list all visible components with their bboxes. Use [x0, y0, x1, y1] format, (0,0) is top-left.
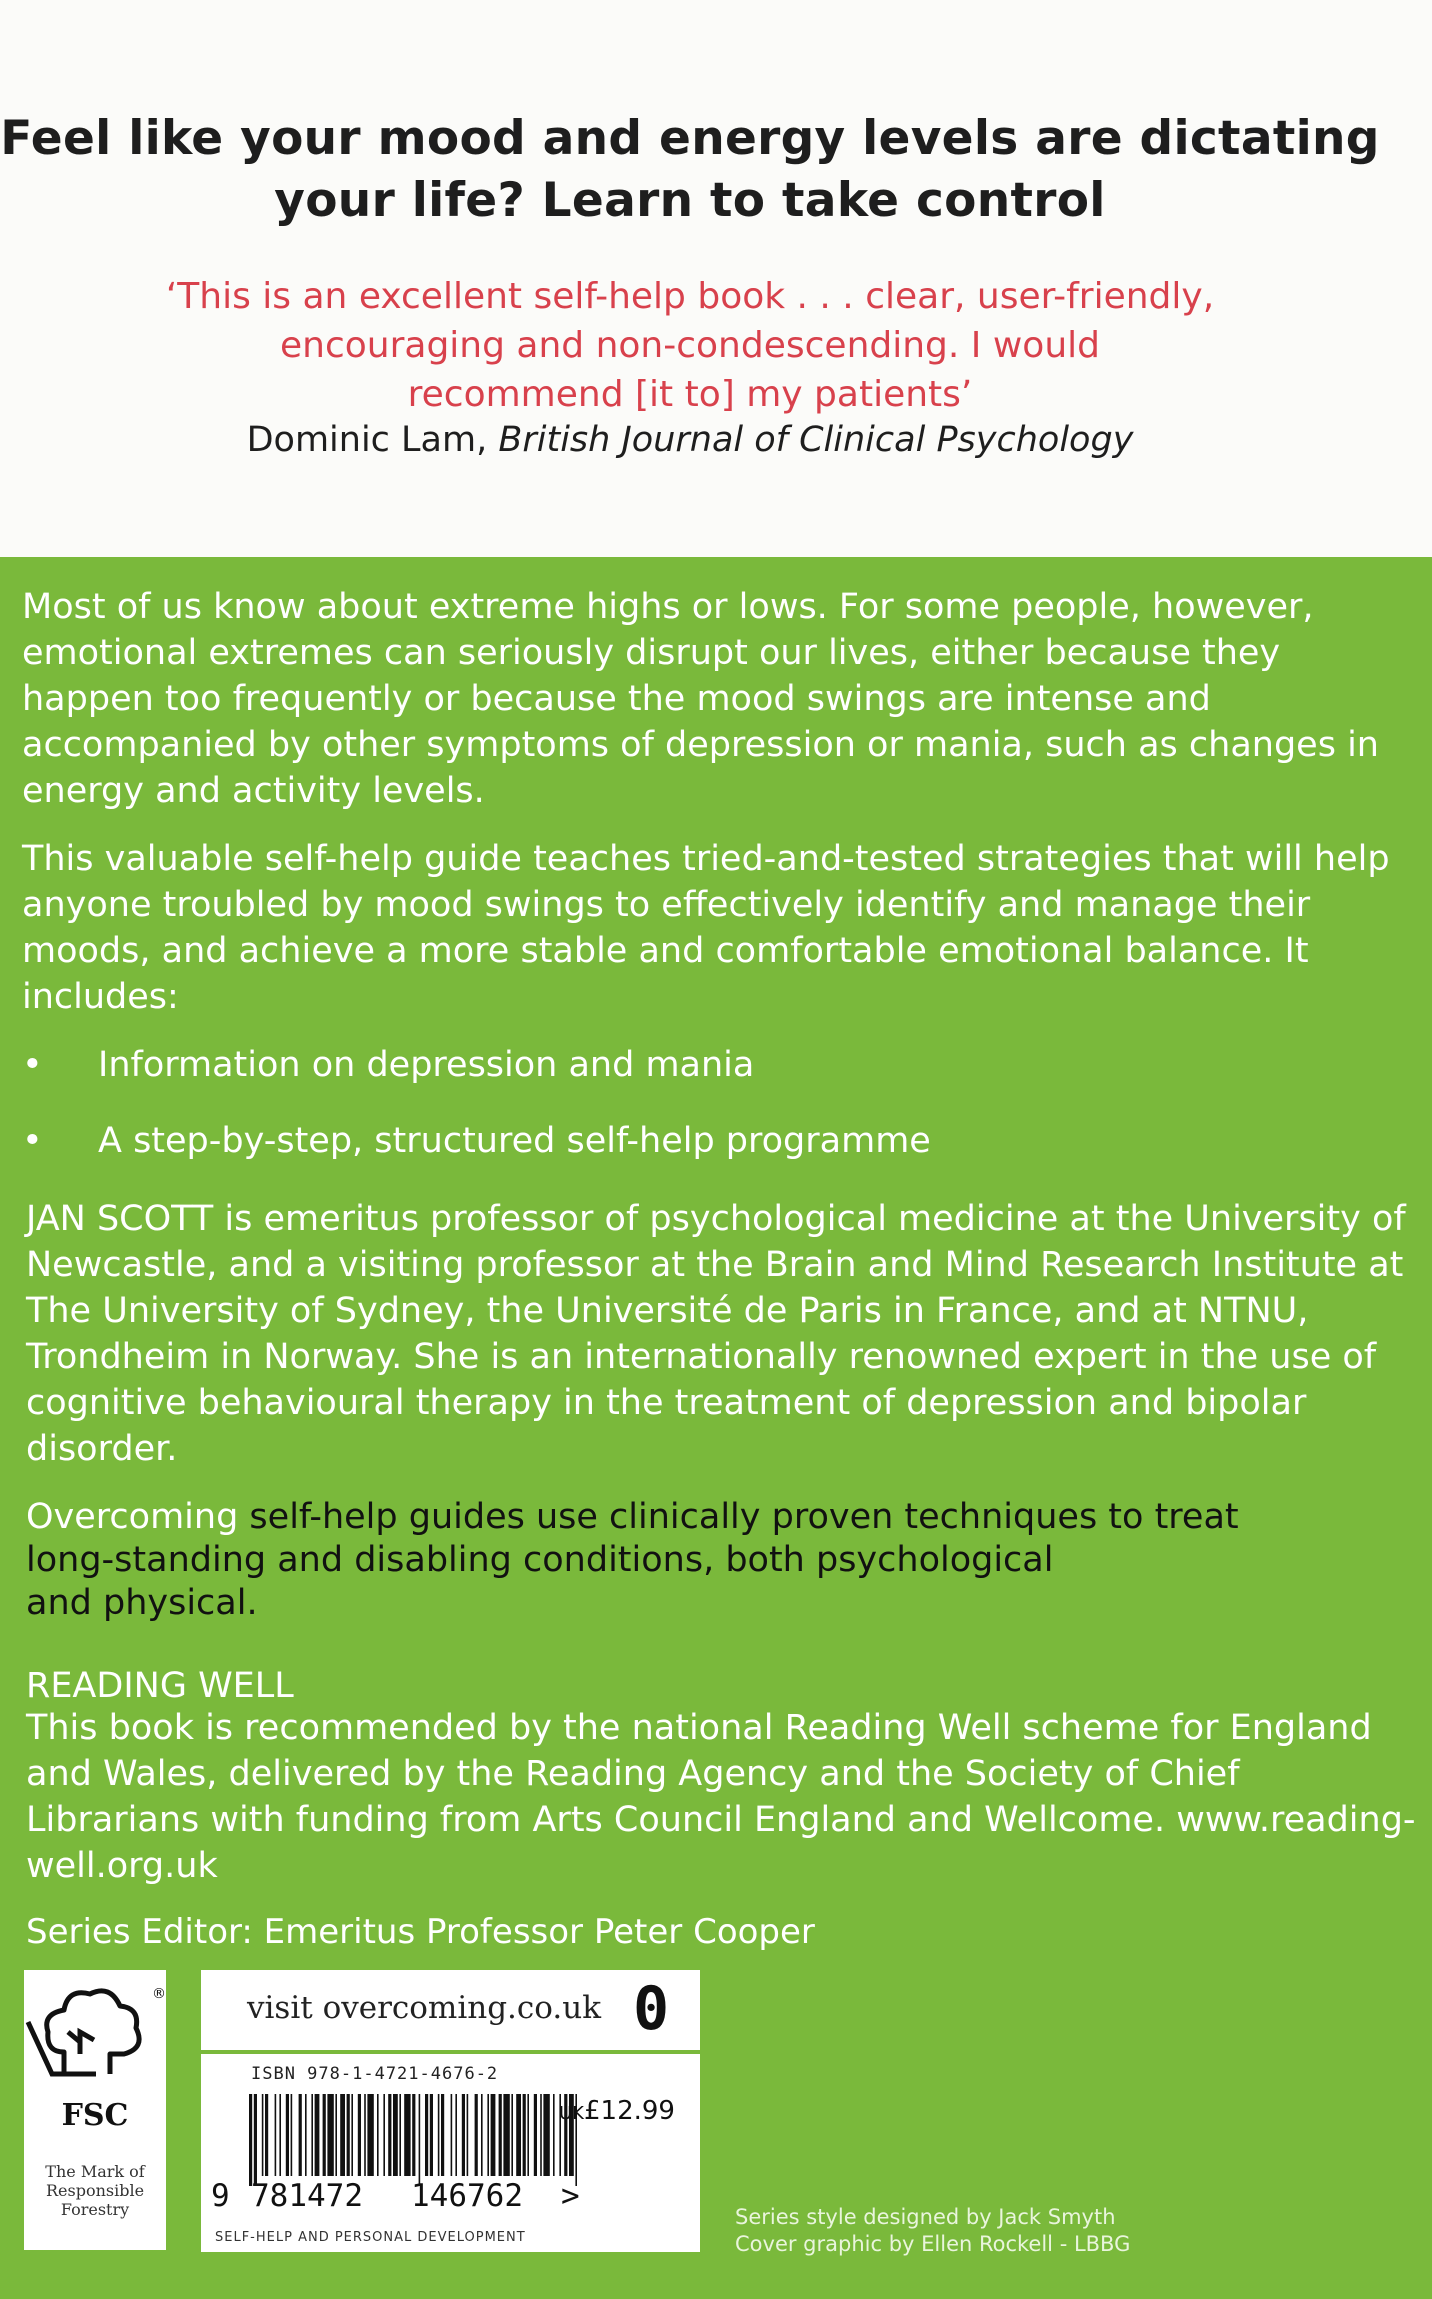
website-url: visit overcoming.co.uk	[247, 1990, 601, 2026]
barcode-bar	[412, 2094, 415, 2176]
cover-headline	[0, 108, 1380, 232]
series-name: Overcoming	[26, 1497, 239, 1537]
barcode-bar	[377, 2094, 379, 2176]
reading-well-body: This book is recommended by the national Reading Well scheme for England and Wales, delivered by the Reading Agency and the Society of Chief Librarians with funding from Arts Council England and Wellcome. www.reading-well.org.uk	[26, 1708, 1416, 1886]
quote-author: Dominic Lam,	[246, 420, 488, 460]
barcode-bar	[430, 2094, 433, 2176]
barcode-bar	[327, 2094, 333, 2176]
bullet-dot: •	[22, 1045, 43, 1085]
book-category: SELF-HELP AND PERSONAL DEVELOPMENT	[215, 2230, 526, 2245]
barcode-bar	[249, 2094, 252, 2186]
quote-line-1: ‘This is an excellent self-help book . . . clear, user-friendly,	[165, 276, 1215, 317]
barcode-bar	[340, 2094, 345, 2176]
price-value: £12.99	[583, 2096, 675, 2126]
barcode-bar	[441, 2094, 444, 2176]
series-line-1: self-help guides use clinically proven techniques to treat	[238, 1497, 1239, 1537]
barcode-bar	[419, 2094, 421, 2186]
barcode-bar	[540, 2094, 542, 2176]
barcode-digit-group-2: 146762	[411, 2178, 523, 2214]
fsc-tagline-line-3: Forestry	[60, 2200, 130, 2219]
barcode-digit-group-1: 781472	[251, 2178, 363, 2214]
barcode-bar	[399, 2094, 401, 2176]
quote-line-3: recommend [it to] my patients’	[407, 374, 973, 415]
barcode-bar	[404, 2094, 410, 2176]
quote-source: British Journal of Clinical Psychology	[498, 420, 1134, 460]
barcode-bar	[383, 2094, 385, 2176]
barcode-bar	[511, 2094, 513, 2176]
barcode-bar	[516, 2094, 521, 2176]
barcode-bar	[315, 2094, 320, 2176]
fsc-label: FSC	[61, 2098, 129, 2133]
barcode-bar	[364, 2094, 366, 2176]
review-quote	[100, 272, 1280, 419]
barcode-bar	[451, 2094, 453, 2176]
barcode-bar	[299, 2094, 302, 2176]
fsc-tree-icon	[24, 1970, 166, 2098]
barcode-bar	[438, 2094, 440, 2176]
barcode-digit-first: 9	[211, 2178, 230, 2214]
bullet-dot: •	[22, 1121, 43, 1161]
quote-line-2: encouraging and non-condescending. I would	[279, 325, 1100, 366]
barcode-bar	[311, 2094, 313, 2176]
barcode-bar	[265, 2094, 268, 2176]
barcode-bar	[358, 2094, 361, 2176]
fsc-tagline-line-2: Responsible	[45, 2181, 145, 2200]
barcode-bar	[275, 2094, 277, 2176]
barcode-bar	[323, 2094, 326, 2176]
barcode-bar	[425, 2094, 428, 2176]
barcode-bar	[499, 2094, 502, 2176]
website-box	[201, 1970, 700, 2050]
barcode-bar	[335, 2094, 337, 2176]
barcode-bar	[393, 2094, 398, 2176]
series-editor: Series Editor: Emeritus Professor Peter Cooper	[26, 1912, 815, 1952]
fsc-logo-box	[24, 1970, 166, 2250]
barcode-bar	[491, 2094, 496, 2176]
barcode-bar	[347, 2094, 350, 2176]
quote-attribution	[90, 420, 1290, 460]
barcode-bar	[503, 2094, 509, 2176]
barcode-bar	[475, 2094, 478, 2176]
barcode-bar	[543, 2094, 549, 2176]
barcode-bar	[388, 2094, 391, 2176]
barcode-bar	[305, 2094, 307, 2176]
barcode-arrow: >	[561, 2178, 580, 2214]
bullet-text: A step-by-step, structured self-help programme	[98, 1121, 931, 1161]
barcode-bar	[279, 2094, 281, 2176]
barcode-bar	[262, 2094, 264, 2176]
headline-line-1: Feel like your mood and energy levels are dictating	[0, 111, 1380, 166]
barcode-bar	[481, 2094, 483, 2176]
barcode-bar	[553, 2094, 555, 2176]
barcode-bar	[291, 2094, 293, 2176]
barcode-bar	[367, 2094, 373, 2176]
design-credits	[735, 2204, 1130, 2258]
isbn-text: ISBN 978-1-4721-4676-2	[251, 2064, 499, 2084]
series-line-2: long-standing and disabling conditions, both psychological	[26, 1540, 1054, 1580]
credit-line-1: Series style designed by Jack Smyth	[735, 2205, 1116, 2229]
barcode-bar	[462, 2094, 465, 2176]
headline-line-2: your life? Learn to take control	[274, 173, 1106, 228]
author-bio: JAN SCOTT is emeritus professor of psychological medicine at the University of Newcastle, and a visiting professor at the Brain and Mind Research Institute at The University of Sydney, the Université de Paris in France, and at NTNU, Trondheim in Norway. She is an internationally renowned expert in the use of cognitive behavioural therapy in the treatment of depression and bipolar disorder.	[26, 1199, 1406, 1469]
price-prefix: UK	[559, 2103, 584, 2124]
barcode-bar	[523, 2094, 526, 2176]
barcode-bar	[351, 2094, 353, 2176]
series-badge: 0	[633, 1974, 670, 2044]
fsc-tagline	[24, 2162, 166, 2219]
barcode-bar	[467, 2094, 469, 2176]
fsc-registered-mark: ®	[152, 1986, 166, 2002]
barcode-bar	[455, 2094, 457, 2176]
credit-line-2: Cover graphic by Ellen Rockell - LBBG	[735, 2232, 1131, 2256]
blurb-paragraph-2: This valuable self-help guide teaches tried-and-tested strategies that will help anyone troubled by mood swings to effectively identify and manage their moods, and achieve a more stable and comfortable emotional balance. It includes:	[22, 839, 1390, 1017]
barcode-bar	[286, 2094, 289, 2176]
barcode-bar	[527, 2094, 529, 2176]
barcode-bar	[534, 2094, 537, 2176]
blurb-paragraph-1: Most of us know about extreme highs or lows. For some people, however, emotional extremes can seriously disrupt our lives, either because they happen too frequently or because the mood swings are intense and accompanied by other symptoms of depression or mania, such as changes in energy and activity levels.	[22, 587, 1379, 811]
price	[559, 2096, 675, 2126]
barcode-box	[201, 2054, 700, 2252]
fsc-tagline-line-1: The Mark of	[45, 2162, 145, 2181]
barcode-bars	[249, 2094, 589, 2186]
bullet-text: Information on depression and mania	[98, 1045, 755, 1085]
series-line-3: and physical.	[26, 1583, 258, 1623]
reading-well-heading: READING WELL	[26, 1666, 294, 1706]
series-description	[26, 1496, 1406, 1625]
barcode-digits	[211, 2178, 611, 2214]
barcode-bar	[254, 2094, 257, 2186]
barcode-bar	[487, 2094, 489, 2176]
